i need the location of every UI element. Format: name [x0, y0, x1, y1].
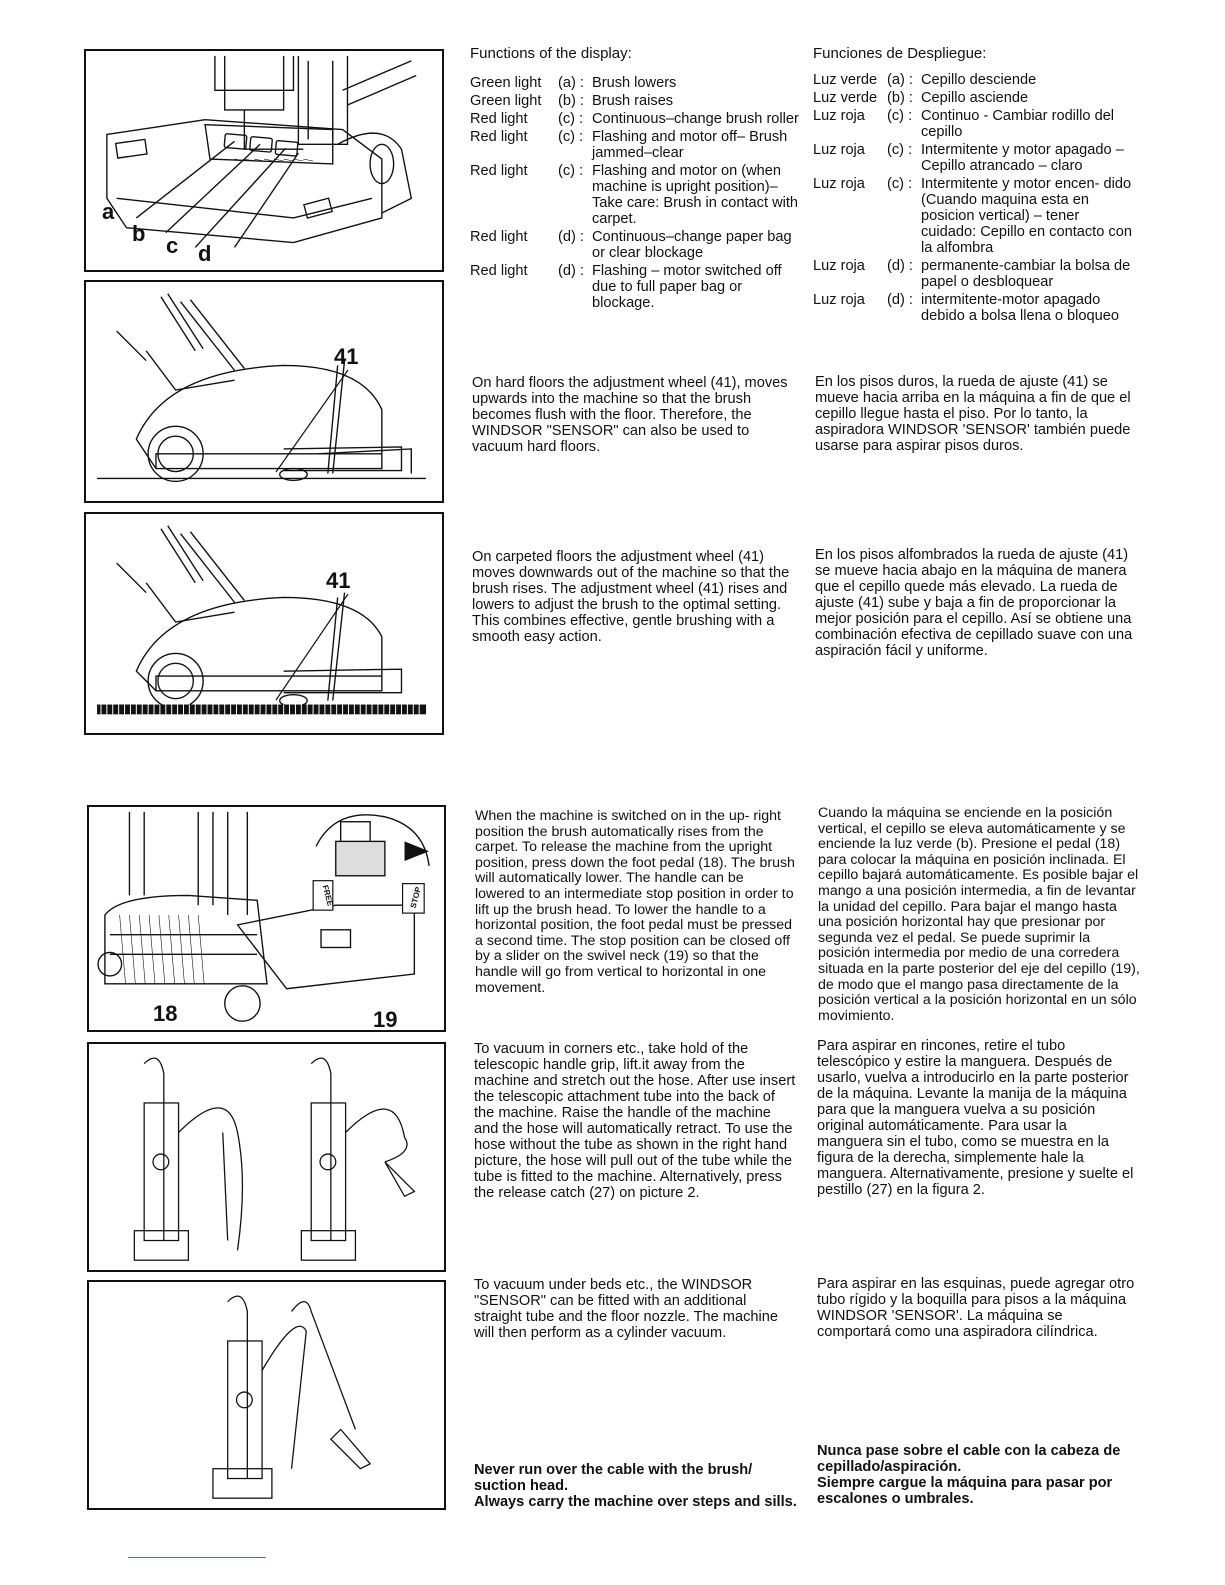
display-row [813, 142, 1133, 174]
light-description: Intermitente y motor apagado – Cepillo atrancado – claro [921, 142, 1124, 174]
light-code: (d) : [887, 292, 913, 308]
warning-steps-es: Siempre cargue la máquina para pasar por escalones o umbrales. [817, 1475, 1113, 1507]
light-description: Continuo - Cambiar rodillo del cepillo [921, 108, 1115, 140]
hard-floor-text-en: On hard floors the adjustment wheel (41), moves upwards into the machine so that the brush becomes flush with the floor. Therefore, the WINDSOR "SENSOR" can also be used to vacuum hard floors. [472, 375, 788, 455]
figure-pedal-swivel [87, 805, 446, 1032]
display-row [470, 163, 800, 227]
hose-use-illustration [89, 1044, 444, 1270]
pedal-swivel-illustration [89, 807, 444, 1030]
corners-text-en: To vacuum in corners etc., take hold of the telescopic handle grip, lift.it away from the machine and stretch out the hose. After use insert the telescopic attachment tube into the back of the machine. Raise the handle of the machine and the hose will automatically retract. To use the hose without the tube as shown in the right hand picture, the hose will pull out of the tube while the tube is fitted to the machine. Alternatively, press the release catch (27) on picture 2. [474, 1041, 796, 1201]
figure-label-a: a [102, 199, 115, 224]
light-label: Luz roja [813, 176, 865, 192]
figure-label-19: 19 [373, 1007, 398, 1032]
display-row [813, 72, 1133, 88]
display-row [470, 111, 800, 127]
figure-label-18: 18 [153, 1001, 178, 1026]
light-code: (a) : [887, 72, 913, 88]
light-description: Cepillo asciende [921, 90, 1029, 106]
display-row [470, 93, 800, 109]
light-label: Luz roja [813, 142, 865, 158]
light-label: Red light [470, 229, 528, 245]
display-functions-es [813, 46, 1133, 324]
warning-cable-en: Never run over the cable with the brush/ suction head. [474, 1462, 753, 1494]
light-label: Luz roja [813, 292, 865, 308]
leader-line-41 [266, 590, 356, 705]
hard-floor-text-es: En los pisos duros, la rueda de ajuste (41) se mueve hacia arriba en la máquina a fin de que el cepillo llegue hasta el piso. Por lo tanto, la aspiradora WINDSOR 'SENSOR' también puede usarse para aspirar pisos duros. [815, 374, 1131, 454]
warning-cable-es: Nunca pase sobre el cable con la cabeza de cepillado/aspiración. [817, 1443, 1121, 1475]
light-code: (a) : [558, 75, 584, 91]
hard-floor-illustration [86, 282, 442, 501]
figure-hard-floor [84, 280, 444, 503]
leader-line-41 [266, 366, 356, 476]
warning-en [474, 1462, 804, 1510]
corners-text-es: Para aspirar en rincones, retire el tubo telescópico y estire la manguera. Después de usarlo, vuelva a introducirlo en la parte posterior de la máquina. Levante la manija de la máquina para que la manguera vuelva a su posición original automáticamente. Para usar la manguera sin el tubo, como se muestra en la figura de la derecha, simplemente hale la manguera. Alternativamente, presione y suelte el pestillo (27) en la figura 2. [817, 1038, 1134, 1198]
light-description: Intermitente y motor encen- dido (Cuando maquina esta en posicion vertical) – tener cuidado: Cepillo en contacto con la alfombra [921, 176, 1132, 256]
figure-label-41: 41 [334, 344, 359, 369]
display-row [470, 75, 800, 91]
light-code: (c) : [887, 108, 913, 124]
display-row [813, 108, 1133, 140]
light-label: Luz roja [813, 258, 865, 274]
light-description: Flashing and motor on (when machine is upright position)–Take care: Brush in contact with carpet. [592, 163, 799, 227]
figure-under-bed [87, 1280, 446, 1510]
light-description: Cepillo desciende [921, 72, 1037, 88]
light-label: Red light [470, 263, 528, 279]
light-code: (c) : [558, 163, 584, 179]
upright-text-en: When the machine is switched on in the up- right position the brush automatically rises from the carpet. To release the machine from the upright position, press down the foot pedal (18). The brush will automatically lower. The handle can be lowered to an intermediate stop position in order to lift up the brush head. To lower the handle to a horizontal position, the foot pedal must be pressed a second time. The stop position can be closed off by a slider on the swivel neck (19) so that the handle will go from vertical to horizontal in one movement. [475, 808, 795, 996]
light-label: Green light [470, 93, 542, 109]
display-heading-en: Functions of the display: [470, 45, 632, 62]
light-code: (b) : [887, 90, 913, 106]
display-row [813, 258, 1133, 290]
light-description: intermitente-motor apagado debido a bolsa llena o bloqueo [921, 292, 1119, 324]
light-code: (b) : [558, 93, 584, 109]
light-label: Luz roja [813, 108, 865, 124]
warning-steps-en: Always carry the machine over steps and sills. [474, 1494, 797, 1510]
carpet-text-en: On carpeted floors the adjustment wheel (41) moves downwards out of the machine so that the brush rises. The adjustment wheel (41) rises and lowers to adjust the brush to the optimal setting. This combines effective, gentle brushing with a smooth easy action. [472, 549, 790, 645]
carpet-illustration [86, 514, 442, 733]
display-row [470, 129, 800, 161]
warning-es [817, 1443, 1139, 1507]
light-label: Red light [470, 111, 528, 127]
light-description: permanente-cambiar la bolsa de papel o desbloquear [921, 258, 1131, 290]
figure-label-b: b [132, 221, 146, 246]
free-marking: FREE [320, 884, 335, 907]
figure-hose-use [87, 1042, 446, 1272]
light-description: Continuous–change paper bag or clear blockage [592, 229, 792, 261]
light-label: Red light [470, 163, 528, 179]
light-code: (d) : [558, 229, 584, 245]
figure-label-d: d [198, 241, 212, 266]
display-row [470, 229, 800, 261]
display-row [813, 90, 1133, 106]
figure-label-41: 41 [326, 568, 351, 593]
light-description: Continuous–change brush roller [592, 111, 799, 127]
light-code: (c) : [887, 176, 913, 192]
light-label: Luz verde [813, 90, 878, 106]
footer-rule [128, 1557, 266, 1558]
light-code: (d) : [558, 263, 584, 279]
light-code: (c) : [558, 129, 584, 145]
under-bed-illustration [89, 1282, 444, 1508]
figure-display-panel [84, 49, 444, 272]
display-row [813, 176, 1133, 256]
light-description: Flashing – motor switched off due to full paper bag or blockage. [592, 263, 782, 311]
upright-text-es: Cuando la máquina se enciende en la posición vertical, el cepillo se eleva automáticamente y se enciende la luz verde (b). Presione el pedal (18) para colocar la máquina en posición inclinada. El cepillo bajará automáticamente. Es posible bajar el mango a una posición intermedia, a fin de levantar la unidad del cepillo. Para bajar el mango hasta una posición horizontal hay que presionar por segunda vez el pedal. Se puede suprimir la posición intermedia por medio de una corredera situada en la parte posterior del eje del cepillo (19), de modo que el mango pasa directamente de la posición vertical a la posición horizontal en un sólo movimiento. [818, 805, 1140, 1024]
light-label: Luz verde [813, 72, 878, 88]
display-functions-en [470, 46, 800, 311]
light-code: (d) : [887, 258, 913, 274]
display-heading-es: Funciones de Despliegue: [813, 45, 987, 62]
light-code: (c) : [558, 111, 584, 127]
figure-carpet [84, 512, 444, 735]
figure-label-c: c [166, 233, 179, 258]
display-row [813, 292, 1133, 324]
light-label: Red light [470, 129, 528, 145]
carpet-text-es: En los pisos alfombrados la rueda de ajuste (41) se mueve hacia abajo en la máquina de manera que el cepillo quede más elevado. La rueda de ajuste (41) sube y baja a fin de proporcionar la mejor posición para el cepillo. Así se obtiene una combinación efectiva de cepillado suave con una aspiración fácil y uniforme. [815, 547, 1133, 659]
light-description: Flashing and motor off– Brush jammed–clear [592, 129, 788, 161]
light-code: (c) : [887, 142, 913, 158]
light-description: Brush raises [592, 93, 674, 109]
beds-text-es: Para aspirar en las esquinas, puede agregar otro tubo rígido y la boquilla para pisos a la máquina WINDSOR 'SENSOR'. La máquina se comportará como una aspiradora cilíndrica. [817, 1276, 1135, 1340]
light-label: Green light [470, 75, 542, 91]
light-description: Brush lowers [592, 75, 677, 91]
display-row [470, 263, 800, 311]
beds-text-en: To vacuum under beds etc., the WINDSOR "SENSOR" can be fitted with an additional straight tube and the floor nozzle. The machine will then perform as a cylinder vacuum. [474, 1277, 778, 1341]
stop-marking: STOP [408, 885, 423, 910]
